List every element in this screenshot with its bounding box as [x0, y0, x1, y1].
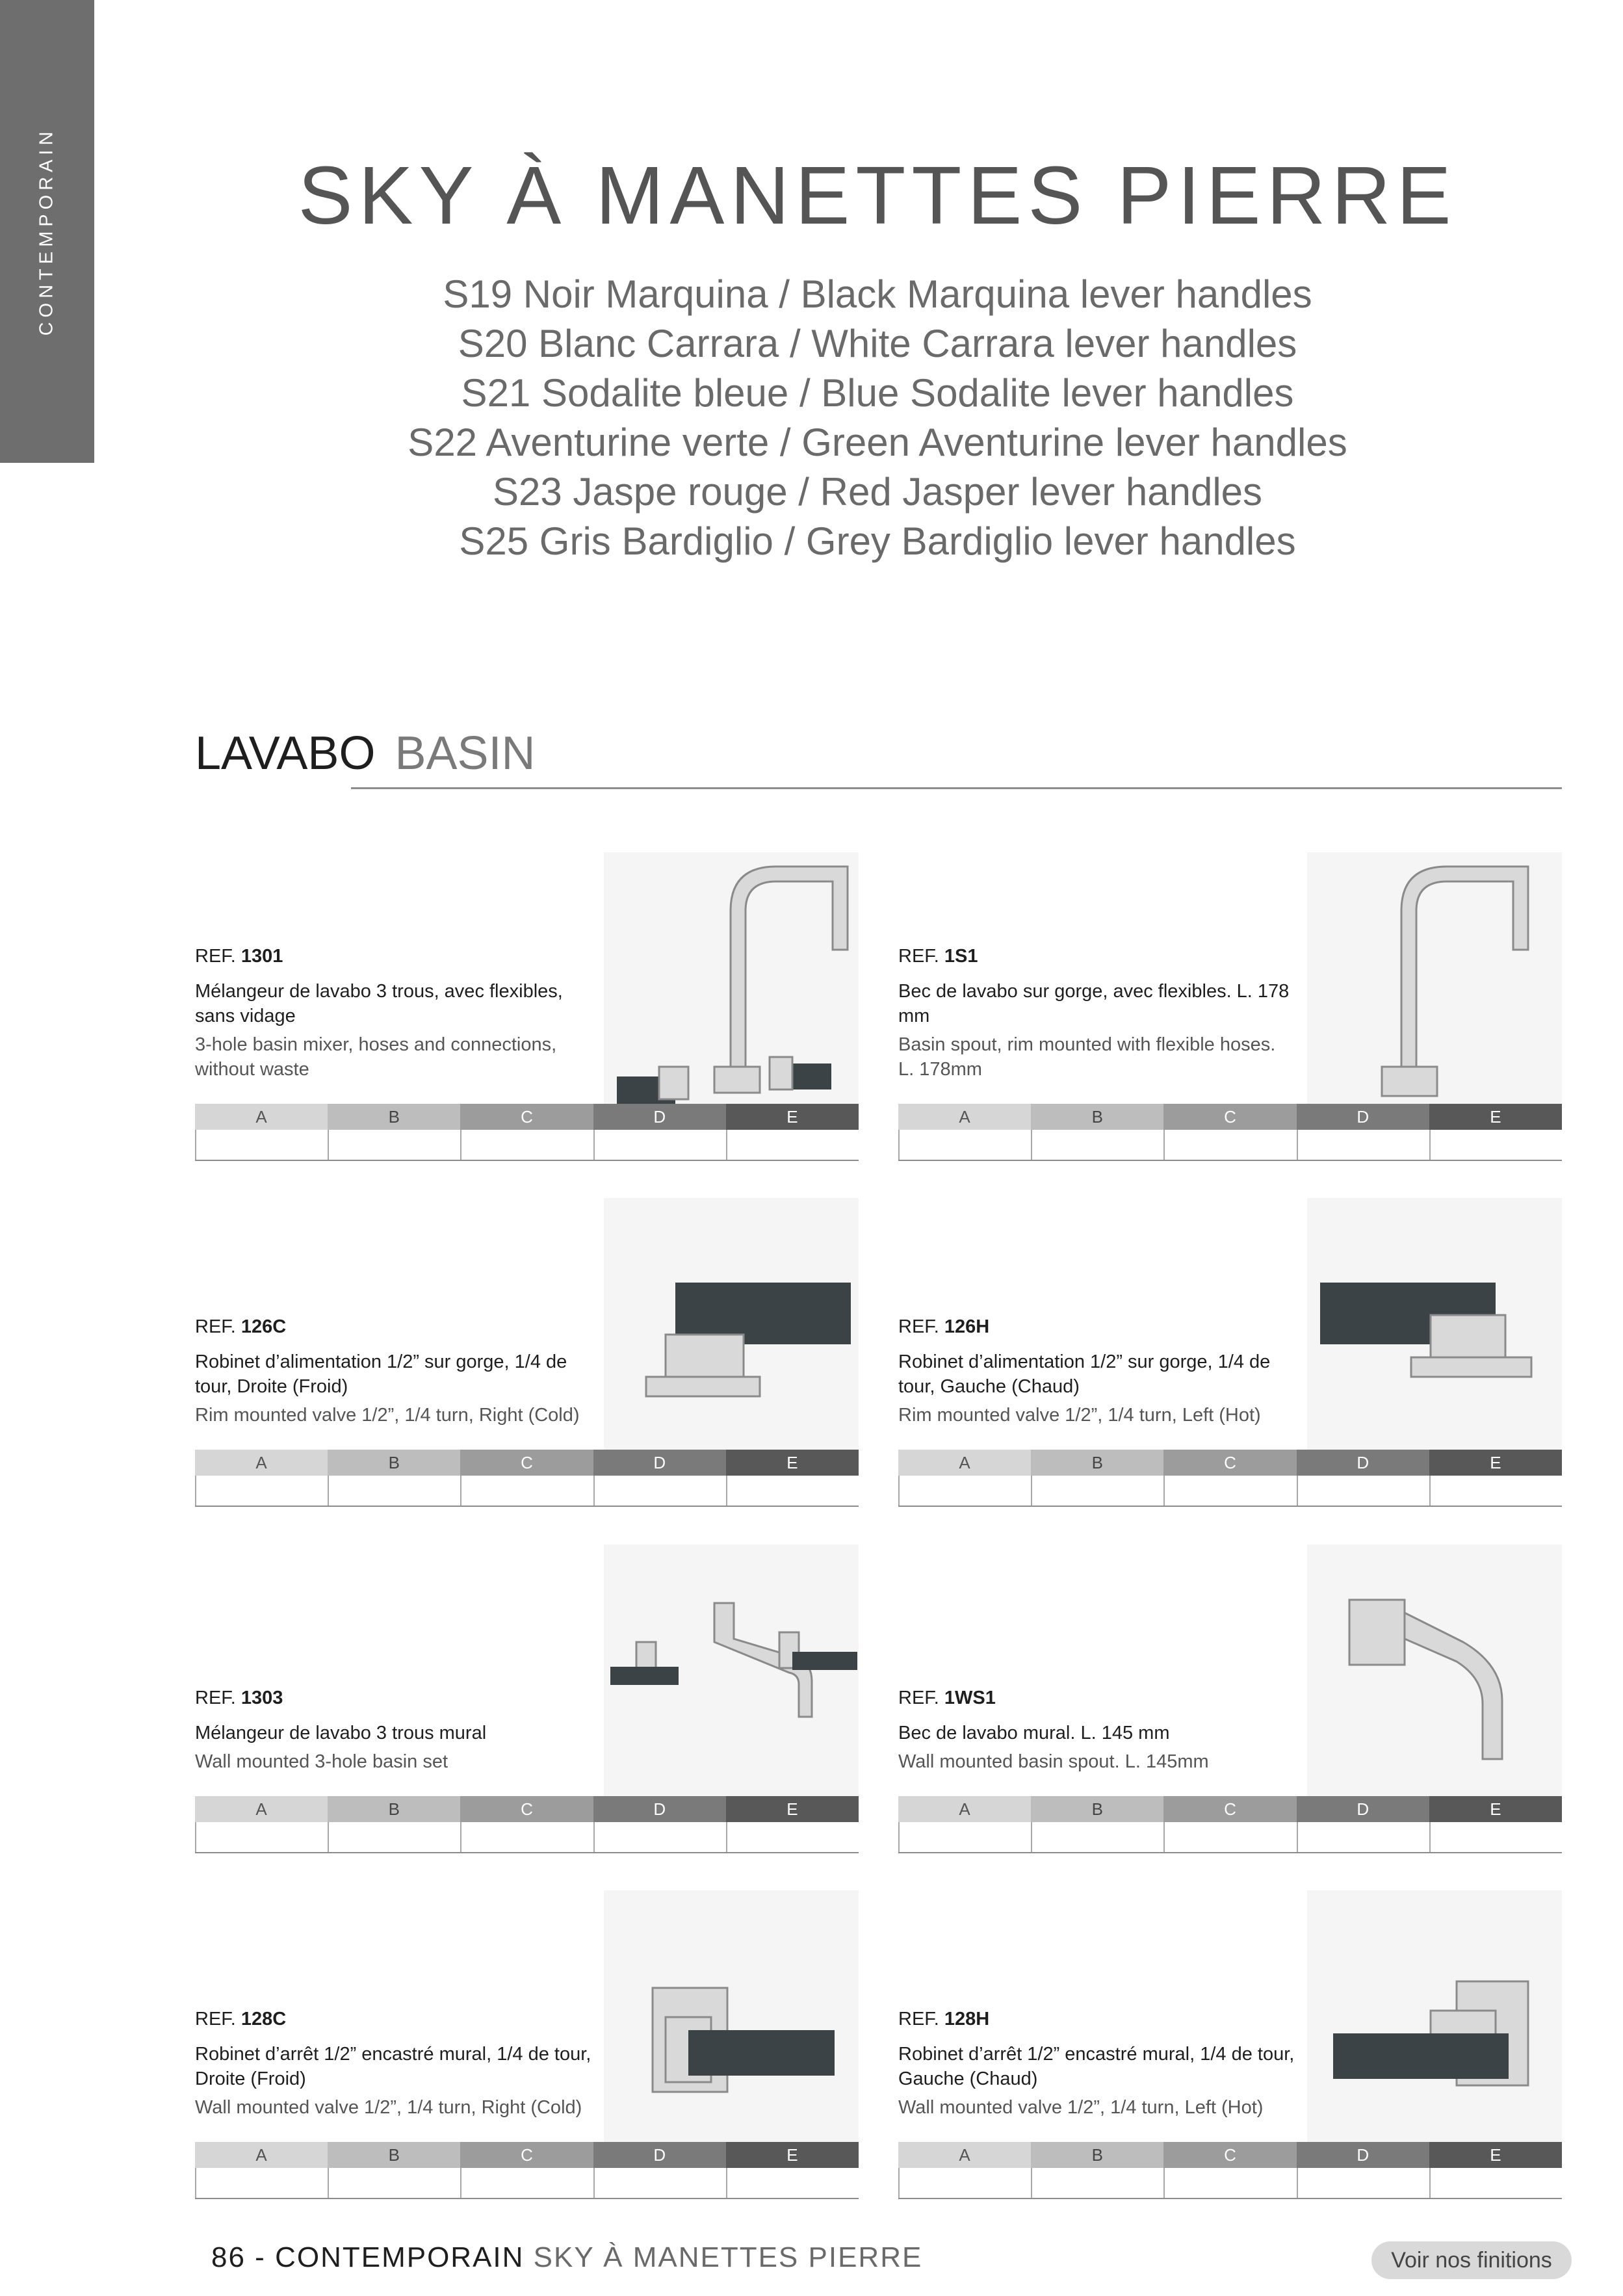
product-description [195, 1316, 591, 1428]
product-illustration [1307, 852, 1562, 1110]
product-description [195, 1688, 591, 1774]
product-ref [898, 946, 1295, 967]
product-desc-en: Rim mounted valve 1/2”, 1/4 turn, Right (Cold) [195, 1405, 580, 1426]
finish-column-header: E [726, 1796, 859, 1822]
product-desc-en: Rim mounted valve 1/2”, 1/4 turn, Left (Hot) [898, 1405, 1261, 1426]
finish-price-cell [195, 1476, 328, 1506]
finish-column-header: D [1297, 1104, 1429, 1130]
ref-label: REF. [195, 1688, 236, 1708]
finish-price-row [898, 1130, 1562, 1161]
finish-column-header: E [726, 1450, 859, 1476]
product-desc-en: Wall mounted valve 1/2”, 1/4 turn, Right (Cold) [195, 2097, 582, 2118]
finish-column-header: B [1031, 1796, 1163, 1822]
ref-number: 1WS1 [944, 1688, 996, 1708]
finish-column-header: B [328, 2142, 460, 2168]
finish-price-cell [726, 1822, 859, 1852]
product-card [195, 1890, 859, 2199]
product-desc-fr: Robinet d’alimentation 1/2” sur gorge, 1/4 de tour, Gauche (Chaud) [898, 1351, 1271, 1397]
finish-price-table [195, 2142, 859, 2199]
finish-price-cell [593, 2168, 726, 2198]
product-desc-en: 3-hole basin mixer, hoses and connections, without waste [195, 1034, 557, 1080]
product-desc-fr: Mélangeur de lavabo 3 trous mural [195, 1723, 487, 1743]
finish-price-cell [195, 1822, 328, 1852]
finish-column-header: E [1429, 2142, 1562, 2168]
finish-price-table [195, 1104, 859, 1161]
product-card [898, 852, 1562, 1161]
finish-column-header: A [898, 1450, 1031, 1476]
ref-number: 1S1 [944, 946, 978, 967]
finish-column-header: A [898, 1104, 1031, 1130]
ref-label: REF. [898, 946, 939, 967]
product-image [1307, 1890, 1562, 2148]
finish-column-header: E [726, 2142, 859, 2168]
ref-label: REF. [195, 946, 236, 967]
product-desc-fr: Robinet d’alimentation 1/2” sur gorge, 1/4 de tour, Droite (Froid) [195, 1351, 567, 1397]
product-image [604, 1545, 859, 1802]
finish-column-header: D [593, 1796, 726, 1822]
finish-header-row [195, 1104, 859, 1130]
finish-price-cell [1429, 1476, 1562, 1506]
finish-header-row [898, 2142, 1562, 2168]
product-desc-en: Basin spout, rim mounted with flexible hoses. L. 178mm [898, 1034, 1276, 1080]
finish-column-header: E [1429, 1796, 1562, 1822]
variant-line: S20 Blanc Carrara / White Carrara lever handles [458, 322, 1297, 365]
finish-price-cell [460, 2168, 593, 2198]
product-desc-fr: Robinet d’arrêt 1/2” encastré mural, 1/4 de tour, Gauche (Chaud) [898, 2044, 1295, 2089]
product-description [898, 946, 1295, 1082]
side-tab-label: CONTEMPORAIN [36, 127, 57, 336]
finish-column-header: D [593, 2142, 726, 2168]
finish-price-cell [1297, 2168, 1429, 2198]
product-ref [898, 1316, 1295, 1338]
section-title-fr: LAVABO [195, 727, 376, 779]
finish-price-cell [1297, 1822, 1429, 1852]
finish-column-header: B [1031, 1104, 1163, 1130]
finish-price-cell [898, 2168, 1031, 2198]
finish-price-row [195, 1822, 859, 1853]
product-desc-en: Wall mounted 3-hole basin set [195, 1751, 448, 1772]
product-ref [195, 946, 591, 967]
finish-price-cell [1163, 1130, 1296, 1160]
view-finishes-button[interactable]: Voir nos finitions [1371, 2241, 1572, 2279]
product-card [195, 1545, 859, 1853]
finish-column-header: A [898, 1796, 1031, 1822]
finish-column-header: D [593, 1104, 726, 1130]
ref-number: 128C [240, 2009, 287, 2029]
product-illustration [604, 1545, 859, 1802]
finish-column-header: B [328, 1796, 460, 1822]
product-description [898, 2009, 1295, 2120]
finish-column-header: B [328, 1450, 460, 1476]
finish-price-table [898, 1104, 1562, 1161]
finish-column-header: D [1297, 2142, 1429, 2168]
finish-price-row [195, 2168, 859, 2199]
variant-line: S25 Gris Bardiglio / Grey Bardiglio lever handles [459, 519, 1296, 563]
finish-price-cell [593, 1822, 726, 1852]
finish-column-header: C [1163, 1450, 1296, 1476]
product-image [1307, 1545, 1562, 1802]
product-card [898, 1890, 1562, 2199]
finish-column-header: C [1163, 2142, 1296, 2168]
page-title: SKY À MANETTES PIERRE [298, 150, 1457, 241]
finish-price-cell [460, 1822, 593, 1852]
finish-price-cell [328, 1822, 460, 1852]
finish-column-header: C [460, 1104, 593, 1130]
product-image [1307, 1198, 1562, 1455]
product-illustration [604, 1198, 859, 1455]
finish-header-row [898, 1104, 1562, 1130]
finish-column-header: E [1429, 1450, 1562, 1476]
finish-price-cell [1031, 1476, 1163, 1506]
product-description [898, 1688, 1295, 1774]
finish-price-cell [460, 1130, 593, 1160]
finish-price-cell [1163, 1476, 1296, 1506]
ref-label: REF. [195, 1316, 236, 1337]
product-ref [898, 1688, 1295, 1709]
footer-collection: SKY À MANETTES PIERRE [533, 2241, 923, 2273]
finish-column-header: E [726, 1104, 859, 1130]
finish-price-row [898, 2168, 1562, 2199]
finish-header-row [195, 1450, 859, 1476]
variant-line: S19 Noir Marquina / Black Marquina lever handles [443, 272, 1312, 316]
finish-price-table [898, 1450, 1562, 1507]
product-image [604, 852, 859, 1110]
page-footer [211, 2241, 922, 2274]
product-desc-fr: Bec de lavabo sur gorge, avec flexibles. L. 178 mm [898, 981, 1290, 1026]
finish-column-header: A [195, 1450, 328, 1476]
finish-column-header: C [1163, 1104, 1296, 1130]
ref-number: 1303 [240, 1688, 283, 1708]
finish-price-cell [328, 2168, 460, 2198]
product-ref [195, 2009, 591, 2030]
finish-column-header: C [460, 2142, 593, 2168]
product-desc-fr: Mélangeur de lavabo 3 trous, avec flexibles, sans vidage [195, 981, 563, 1026]
product-ref [195, 1688, 591, 1709]
finish-price-cell [195, 1130, 328, 1160]
product-image [604, 1890, 859, 2148]
finish-price-cell [1429, 1822, 1562, 1852]
finish-price-table [195, 1450, 859, 1507]
finish-column-header: C [460, 1796, 593, 1822]
finish-price-row [195, 1130, 859, 1161]
finish-price-cell [593, 1130, 726, 1160]
product-desc-fr: Robinet d’arrêt 1/2” encastré mural, 1/4 de tour, Droite (Froid) [195, 2044, 591, 2089]
product-description [195, 946, 591, 1082]
finish-price-cell [1031, 1130, 1163, 1160]
finish-column-header: C [1163, 1796, 1296, 1822]
finish-column-header: D [1297, 1450, 1429, 1476]
product-image [1307, 852, 1562, 1110]
product-ref [195, 1316, 591, 1338]
product-illustration [604, 852, 859, 1110]
finish-column-header: D [1297, 1796, 1429, 1822]
finish-price-row [898, 1822, 1562, 1853]
finish-price-cell [593, 1476, 726, 1506]
finish-column-header: B [1031, 1450, 1163, 1476]
ref-number: 128H [944, 2009, 990, 2029]
ref-number: 126C [240, 1316, 287, 1337]
section-divider [351, 787, 1562, 789]
finish-price-cell [1163, 2168, 1296, 2198]
product-ref [898, 2009, 1295, 2030]
product-card [195, 1198, 859, 1507]
product-illustration [1307, 1890, 1562, 2148]
product-card [898, 1198, 1562, 1507]
ref-label: REF. [898, 2009, 939, 2029]
finish-column-header: A [898, 2142, 1031, 2168]
finish-price-cell [1297, 1130, 1429, 1160]
product-desc-en: Wall mounted valve 1/2”, 1/4 turn, Left (Hot) [898, 2097, 1264, 2118]
finish-price-cell [460, 1476, 593, 1506]
variant-line: S22 Aventurine verte / Green Aventurine lever handles [408, 421, 1347, 464]
finish-price-cell [328, 1476, 460, 1506]
ref-label: REF. [195, 2009, 236, 2029]
variant-line: S21 Sodalite bleue / Blue Sodalite lever handles [461, 371, 1294, 415]
footer-section: CONTEMPORAIN [275, 2241, 525, 2273]
finish-price-cell [726, 1130, 859, 1160]
product-card [195, 852, 859, 1161]
finish-price-cell [898, 1822, 1031, 1852]
finish-column-header: A [195, 1104, 328, 1130]
product-desc-fr: Bec de lavabo mural. L. 145 mm [898, 1723, 1170, 1743]
variant-list [0, 270, 1623, 566]
section-title-en: BASIN [395, 727, 536, 779]
finish-price-cell [726, 2168, 859, 2198]
section-title [195, 727, 536, 780]
finish-price-cell [898, 1476, 1031, 1506]
ref-number: 1301 [240, 946, 283, 967]
finish-price-row [195, 1476, 859, 1507]
finish-header-row [898, 1796, 1562, 1822]
finish-price-table [898, 1796, 1562, 1853]
product-card [898, 1545, 1562, 1853]
finish-column-header: B [328, 1104, 460, 1130]
ref-number: 126H [944, 1316, 990, 1337]
variant-line: S23 Jaspe rouge / Red Jasper lever handles [492, 470, 1263, 514]
finish-header-row [195, 1796, 859, 1822]
finish-price-row [898, 1476, 1562, 1507]
finish-price-cell [726, 1476, 859, 1506]
finish-column-header: C [460, 1450, 593, 1476]
finish-column-header: A [195, 1796, 328, 1822]
footer-separator: - [245, 2241, 276, 2273]
ref-label: REF. [898, 1316, 939, 1337]
finish-header-row [195, 2142, 859, 2168]
finish-price-cell [1297, 1476, 1429, 1506]
finish-header-row [898, 1450, 1562, 1476]
product-illustration [604, 1890, 859, 2148]
ref-label: REF. [898, 1688, 939, 1708]
product-illustration [1307, 1545, 1562, 1802]
page-number: 86 [211, 2241, 246, 2273]
finish-column-header: B [1031, 2142, 1163, 2168]
finish-price-table [898, 2142, 1562, 2199]
finish-column-header: D [593, 1450, 726, 1476]
finish-price-cell [1429, 1130, 1562, 1160]
finish-price-cell [328, 1130, 460, 1160]
product-desc-en: Wall mounted basin spout. L. 145mm [898, 1751, 1209, 1772]
product-image [604, 1198, 859, 1455]
finish-price-cell [1031, 2168, 1163, 2198]
finish-price-cell [898, 1130, 1031, 1160]
finish-price-cell [1429, 2168, 1562, 2198]
product-illustration [1307, 1198, 1562, 1455]
finish-column-header: E [1429, 1104, 1562, 1130]
finish-price-cell [195, 2168, 328, 2198]
finish-column-header: A [195, 2142, 328, 2168]
product-description [898, 1316, 1295, 1428]
product-description [195, 2009, 591, 2120]
finish-price-table [195, 1796, 859, 1853]
finish-price-cell [1031, 1822, 1163, 1852]
finish-price-cell [1163, 1822, 1296, 1852]
